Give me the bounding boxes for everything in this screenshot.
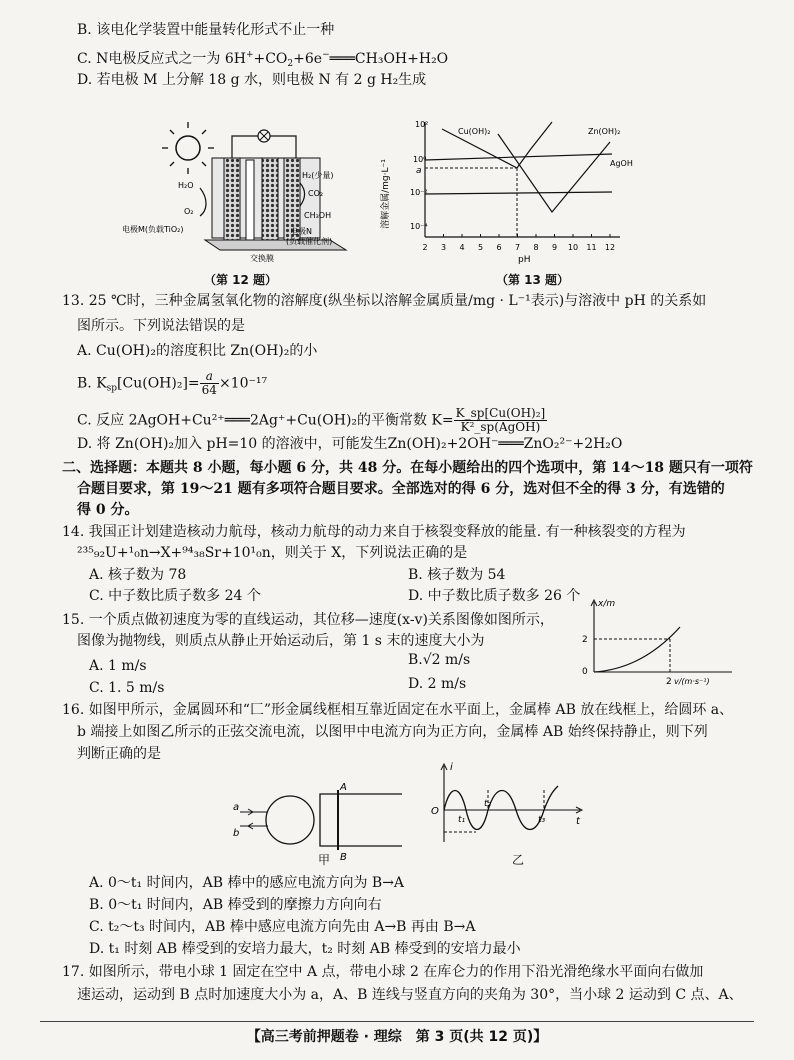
- fig13-label-cuoh2: Cu(OH)₂: [458, 127, 491, 136]
- q13-option-d: D. 将 Zn(OH)₂加入 pH=10 的溶液中，可能发生Zn(OH)₂+2OH⁻═══ZnO₂²⁻+2H₂O: [77, 436, 623, 452]
- fig13-caption: （第 13 题）: [496, 273, 570, 287]
- q16-label-B: B: [340, 852, 347, 863]
- q15-option-c: C. 1. 5 m/s: [89, 680, 165, 696]
- q16-stem-line1: 16. 如图甲所示，金属圆环和“匚”形金属线框相互靠近固定在水平面上，金属棒 AB 放在线框上，给圆环 a、: [62, 702, 734, 718]
- q13-stem-line1: 13. 25 ℃时，三种金属氢氧化物的溶解度(纵坐标以溶解金属质量/mg · L⁻¹表示)与溶液中 pH 的关系如: [62, 293, 707, 309]
- fig13-ytick-1e2: 10²: [415, 120, 429, 129]
- fig12-label-ch3oh: CH₃OH: [304, 211, 332, 220]
- q14-option-d: D. 中子数比质子数多 26 个: [408, 588, 581, 604]
- fig12-electrochem-diagram: [122, 118, 360, 268]
- fig13-label-znoh2: Zn(OH)₂: [588, 127, 621, 136]
- q15-xtick-2: 2: [666, 677, 672, 687]
- q16-option-b: B. 0～t₁ 时间内，AB 棒受到的摩擦力方向向右: [89, 897, 382, 913]
- q16-label-a: a: [233, 802, 240, 813]
- fig13-xtick-label: 9: [551, 243, 558, 252]
- fig12-label-co2: CO₂: [308, 189, 324, 198]
- fig12-label-electrode-n: 电极N: [290, 227, 312, 236]
- fig13-ytick-a: a: [416, 166, 422, 176]
- q14-stem-line1: 14. 我国正计划建造核动力航母，核动力航母的动力来自于核裂变释放的能量. 有一种核裂变的方程为: [62, 524, 686, 540]
- q15-option-a: A. 1 m/s: [89, 658, 147, 674]
- q16-option-a: A. 0～t₁ 时间内，AB 棒中的感应电流方向为 B→A: [89, 875, 405, 891]
- q16-label-b: b: [233, 828, 240, 839]
- fig13-xtick-label: 3: [440, 243, 447, 252]
- lamp-icon: [258, 130, 270, 142]
- fig13-series-agoh: [425, 154, 612, 160]
- q15-option-d: D. 2 m/s: [408, 676, 467, 692]
- q13-option-b: B. $K_{sp}[Cu(OH)_2]=$ $\frac{a}{64}$ ×10⁻¹⁷: [77, 369, 268, 397]
- q16-option-d: D. t₁ 时刻 AB 棒受到的安培力最大，t₂ 时刻 AB 棒受到的安培力最小: [89, 941, 521, 957]
- fig13-xtick-label: 2: [422, 243, 428, 252]
- q15-parabola-curve: [594, 627, 680, 672]
- q16-fig-jia-caption: 甲: [318, 853, 331, 867]
- fig13-solubility-chart: [380, 114, 633, 274]
- fig13-xtick-label: 4: [459, 243, 465, 252]
- q16-label-i: i: [450, 762, 453, 773]
- q16-stem-line2: b 端接上如图乙所示的正弦交流电流，以图甲中电流方向为正方向，金属棒 AB 始终保持静止，则下列: [77, 724, 708, 740]
- q16-stem-line3: 判断正确的是: [77, 746, 161, 762]
- fig13-xtick-label: 11: [586, 243, 597, 252]
- fig13-xtick-label: 6: [496, 243, 502, 252]
- fig13-ylabel: 溶解金属/mg·L⁻¹: [381, 159, 391, 229]
- q13-option-a: A. Cu(OH)₂的溶度积比 Zn(OH)₂的小: [77, 343, 318, 359]
- q15-ylabel: x/m: [598, 599, 616, 609]
- section2-instructions-line2: 合题目要求，第 19～21 题有多项符合题目要求。全部选对的得 6 分，选对但不全的得 3 分，有选错的: [77, 481, 725, 497]
- section2-instructions-line1: 二、选择题：本题共 8 小题，每小题 6 分，共 48 分。在每小题给出的四个选项中，第 14～18 题只有一项符: [62, 460, 753, 476]
- q16-label-t2: t₂: [484, 799, 492, 809]
- fig12-caption: （第 12 题）: [204, 273, 278, 287]
- fig12-label-catalyst: (负载催化剂): [286, 237, 333, 246]
- q12-option-c: C. N电极反应式之一为 $6H^++CO_2+6e^-═══CH_3OH+H_2O$: [77, 50, 449, 69]
- fig12-label-o2: O₂: [184, 207, 194, 216]
- q12-option-d: D. 若电极 M 上分解 18 g 水，则电极 N 有 2 g H₂生成: [77, 72, 427, 88]
- fig12-label-membrane: 交换膜: [250, 254, 274, 263]
- q15-stem-line2: 图像为抛物线，则质点从静止开始运动后，第 1 s 末的速度大小为: [77, 633, 485, 649]
- fig13-xtick-label: 10: [567, 243, 579, 252]
- fig13-xlabel: pH: [518, 255, 531, 265]
- q15-origin-label: 0: [582, 667, 588, 677]
- q16-label-O: O: [431, 806, 439, 817]
- q14-stem-line2: ²³⁵₉₂U+¹₀n→X+⁹⁴₃₈Sr+10¹₀n，则关于 X，下列说法正确的是: [77, 545, 468, 561]
- fig13-series-znoh2: [498, 134, 610, 212]
- sun-icon: [162, 122, 214, 174]
- q13-option-c: C. 反应 2AgOH+Cu²⁺═══2Ag⁺+Cu(OH)₂的平衡常数 K= $\frac{\text{K\_sp[Cu(OH)₂]}}{\text{K²\_sp(AgOH)}}$: [77, 406, 546, 434]
- q15-stem-line1: 15. 一个质点做初速度为零的直线运动，其位移—速度(x-v)关系图像如图所示，: [62, 612, 554, 628]
- fig12-label-electrode-m: 电极M(负载TiO₂): [122, 225, 184, 234]
- fig13-label-agoh: AgOH: [610, 159, 633, 168]
- q16-fig-yi: [424, 760, 592, 848]
- fig13-ytick-1e0: 10⁰: [413, 155, 427, 164]
- q13-stem-line2: 图所示。下列说法错误的是: [77, 318, 245, 334]
- fig12-label-h2o: H₂O: [178, 181, 194, 190]
- q15-xv-graph: [572, 594, 738, 687]
- q15-option-b: B.√2 m/s: [408, 652, 471, 668]
- q14-option-c: C. 中子数比质子数多 24 个: [89, 588, 261, 604]
- fig13-ytick-1e-2: 10⁻²: [410, 188, 428, 197]
- fig13-ytick-1e-4: 10⁻⁴: [410, 222, 428, 231]
- q15-xlabel: v/(m·s⁻¹): [674, 677, 710, 686]
- fig12-label-h2: H₂(少量): [302, 171, 334, 180]
- q16-frame: [320, 794, 402, 846]
- q16-label-t1: t₁: [458, 815, 466, 825]
- q16-label-A: A: [340, 782, 347, 793]
- q15-ytick-2: 2: [582, 635, 588, 645]
- fig13-xtick-label: 8: [533, 243, 539, 252]
- q17-stem-line1: 17. 如图所示，带电小球 1 固定在空中 A 点，带电小球 2 在库仑力的作用下沿光滑绝缘水平面向右做加: [62, 964, 704, 980]
- page-footer: 【高三考前押题卷 · 理综 第 3 页(共 12 页)】: [246, 1029, 548, 1045]
- q17-stem-line2: 速运动，运动到 B 点时加速度大小为 a，A、B 连线与竖直方向的夹角为 30°，当小球 2 运动到 C 点、A、: [77, 987, 743, 1003]
- q16-fig-yi-caption: 乙: [512, 853, 525, 867]
- fig13-baseline: [425, 192, 612, 194]
- q16-option-c: C. t₂～t₃ 时间内，AB 棒中感应电流方向先由 A→B 再由 B→A: [89, 919, 476, 935]
- q14-option-a: A. 核子数为 78: [89, 567, 187, 583]
- q12-option-b: B. 该电化学装置中能量转化形式不止一种: [77, 22, 335, 38]
- section2-instructions-line3: 得 0 分。: [77, 502, 139, 518]
- fig13-xtick-label: 5: [477, 243, 484, 252]
- q14-option-b: B. 核子数为 54: [408, 567, 506, 583]
- footer-divider: [40, 1021, 754, 1022]
- fig13-xtick-label: 7: [514, 243, 521, 252]
- fig13-xtick-label: 12: [604, 243, 616, 252]
- q16-ring: [266, 796, 314, 844]
- q16-label-t3: t₃: [538, 815, 546, 825]
- q16-label-t: t: [576, 816, 580, 827]
